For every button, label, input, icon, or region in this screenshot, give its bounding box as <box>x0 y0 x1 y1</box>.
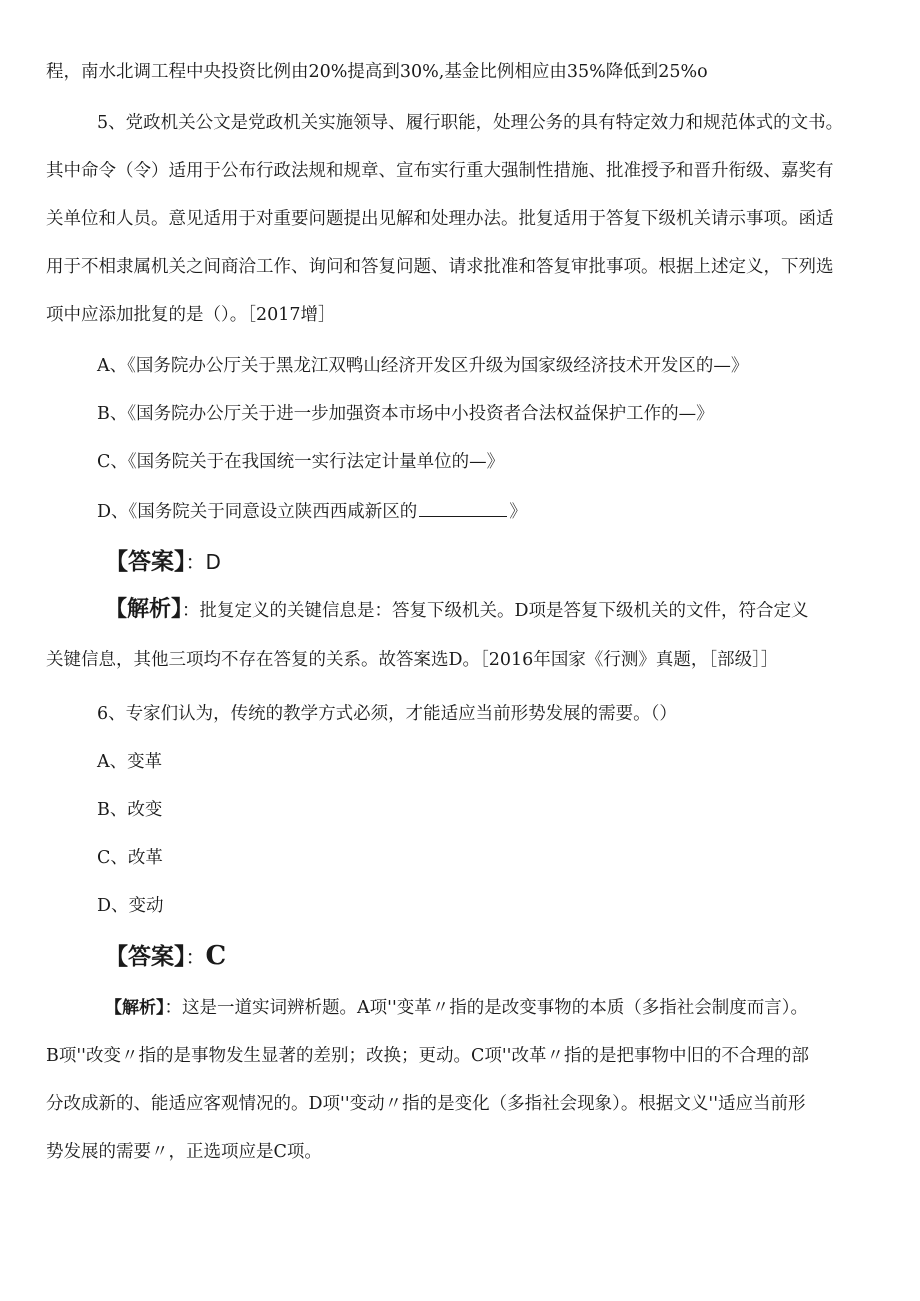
question-5-option-d <box>97 498 527 524</box>
option-d-text: D、《国务院关于同意设立陕西西咸新区的 <box>97 502 418 522</box>
question-5-stem-line: 项中应添加批复的是（）。［2017增］ <box>46 305 336 325</box>
question-5-option-a: A、《国务院办公厅关于黑龙江双鸭山经济开发区升级为国家级经济技术开发区的—》 <box>97 356 749 376</box>
explanation-label: 【解析】 <box>105 597 183 622</box>
question-5-explanation-line: 关键信息，其他三项均不存在答复的关系。故答案选D。［2016年国家《行测》真题，［部级］］ <box>46 650 779 670</box>
fill-blank <box>419 498 507 517</box>
question-5-stem-line: 5、党政机关公文是党政机关实施领导、履行职能，处理公务的具有特定效力和规范体式的文书。 <box>97 113 844 133</box>
answer-value: C <box>205 941 227 971</box>
question-5-explanation-line <box>105 598 809 623</box>
answer-label: 【答案】 <box>105 944 186 970</box>
explanation-label: 【解析】 <box>105 998 165 1018</box>
question-6-answer <box>105 941 226 972</box>
paragraph-line: 程，南水北调工程中央投资比例由20%提高到30%,基金比例相应由35%降低到25%o <box>46 62 708 82</box>
question-6-explanation-line: 分改成新的、能适应客观情况的。D项''变动〃指的是变化（多指社会现象）。根据文义''适应当前形 <box>46 1094 806 1114</box>
question-6-explanation-line <box>105 996 808 1020</box>
question-6-option-b: B、改变 <box>97 800 163 820</box>
explanation-text: ：这是一道实词辨析题。A项''变革〃指的是改变事物的本质（多指社会制度而言）。 <box>164 998 809 1018</box>
question-6-explanation-line: B项''改变〃指的是事物发生显著的差别；改换；更动。C项''改革〃指的是把事物中旧的不合理的部 <box>46 1046 809 1066</box>
question-6-option-a: A、变革 <box>97 752 163 772</box>
question-5-stem-line: 其中命令（令）适用于公布行政法规和规章、宣布实行重大强制性措施、批准授予和晋升衔级、嘉奖有 <box>46 161 834 181</box>
answer-separator: ： <box>185 945 206 969</box>
explanation-text: ：批复定义的关键信息是：答复下级机关。D项是答复下级机关的文件，符合定义 <box>182 601 809 621</box>
question-5-answer <box>105 546 221 577</box>
question-5-stem-line: 关单位和人员。意见适用于对重要问题提出见解和处理办法。批复适用于答复下级机关请示事项。函适 <box>46 209 834 229</box>
question-5-option-b: B、《国务院办公厅关于进一步加强资本市场中小投资者合法权益保护工作的—》 <box>97 404 714 424</box>
question-6-option-d: D、变动 <box>97 896 164 916</box>
option-d-close: 》 <box>509 502 527 522</box>
question-6-explanation-line: 势发展的需要〃，正选项应是C项。 <box>46 1142 322 1162</box>
answer-value: D <box>205 550 221 574</box>
answer-label: 【答案】 <box>105 549 186 575</box>
answer-separator: ： <box>185 550 206 574</box>
question-5-option-c: C、《国务院关于在我国统一实行法定计量单位的—》 <box>97 452 505 472</box>
question-6-option-c: C、改革 <box>97 848 163 868</box>
question-5-stem-line: 用于不相隶属机关之间商洽工作、询问和答复问题、请求批准和答复审批事项。根据上述定义，下列选 <box>46 257 834 277</box>
question-6-stem: 6、专家们认为，传统的教学方式必须，才能适应当前形势发展的需要。（） <box>97 704 677 724</box>
